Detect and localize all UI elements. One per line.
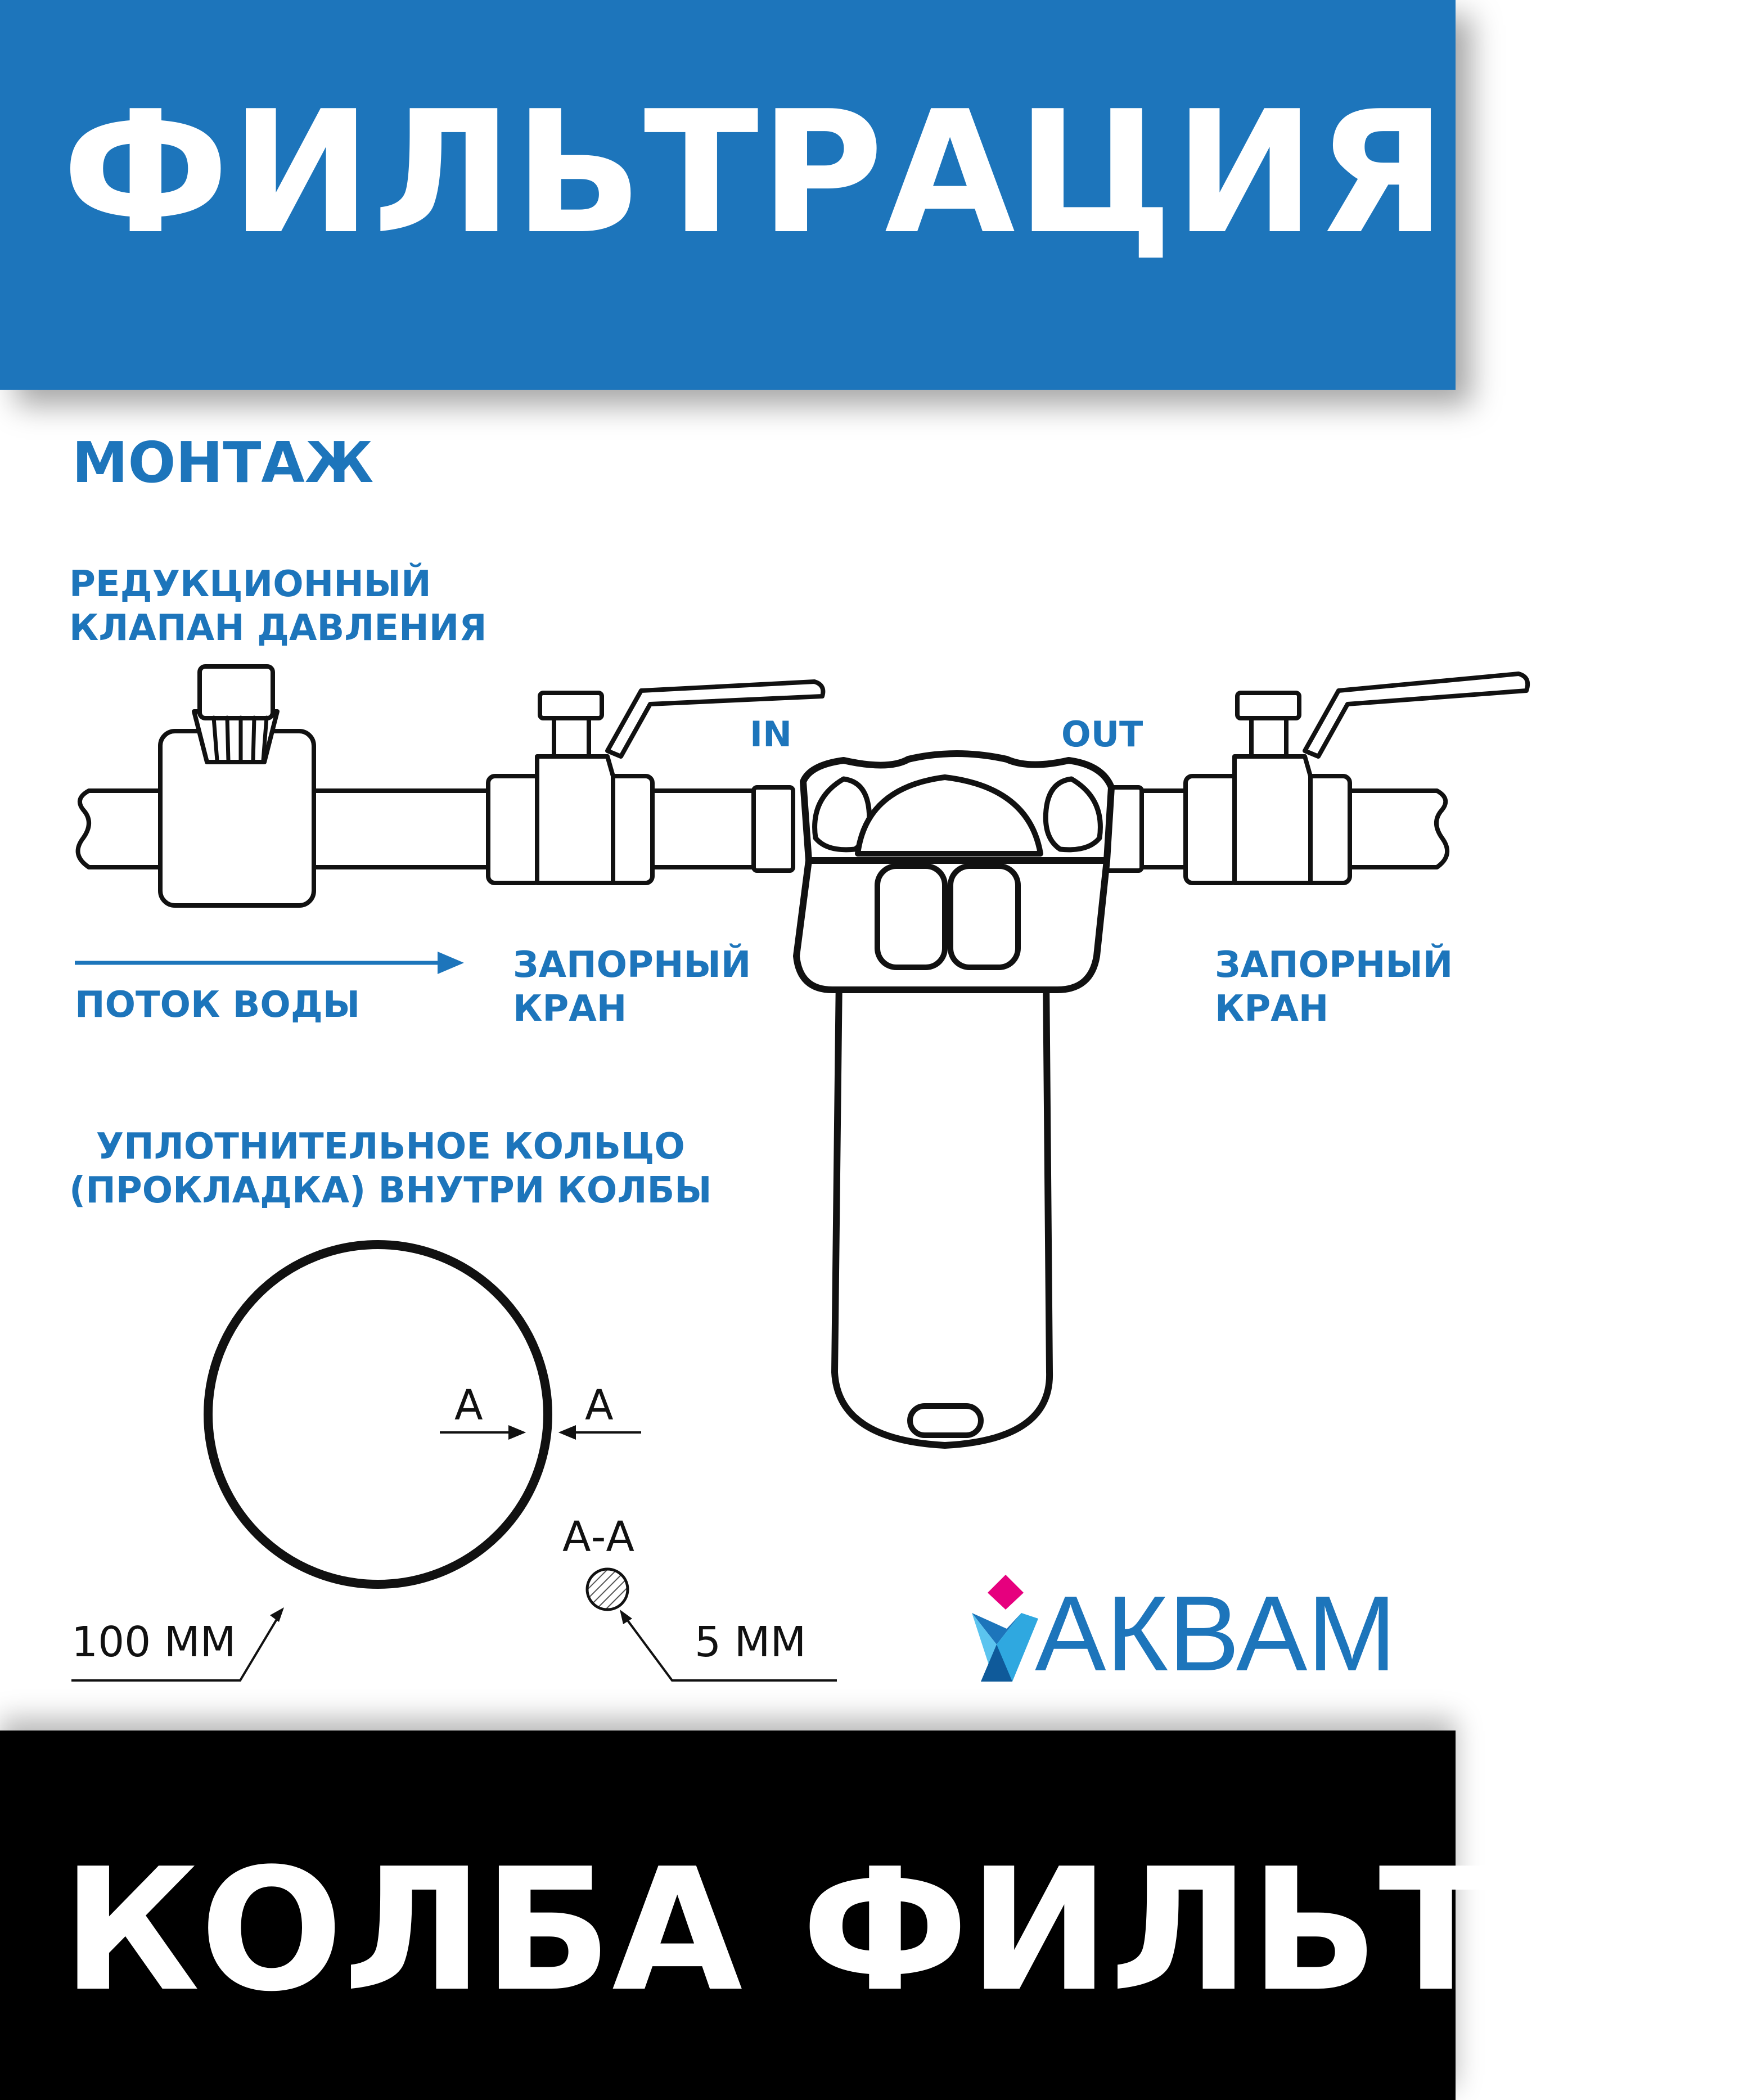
akvam-logo-icon: [972, 1575, 1038, 1682]
filter-housing: [754, 754, 1142, 1445]
brand-name: АКВАМ: [1035, 1574, 1396, 1693]
section-marker-right: А: [585, 1381, 614, 1430]
sealing-ring-label-line2: (ПРОКЛАДКА) ВНУТРИ КОЛБЫ: [69, 1170, 712, 1212]
section-label: А-А: [562, 1513, 634, 1561]
footer-banner: [0, 1731, 1748, 2100]
shutoff-valve-right-line1: ЗАПОРНЫЙ: [1215, 944, 1453, 986]
shutoff-valve-right-line2: КРАН: [1215, 988, 1329, 1030]
out-label: OUT: [1061, 714, 1143, 755]
thickness-label: 5 ММ: [695, 1618, 807, 1666]
water-flow-label: ПОТОК ВОДЫ: [75, 984, 361, 1026]
pressure-valve: [160, 666, 314, 905]
in-label: IN: [750, 714, 792, 755]
header-title: ФИЛЬТРАЦИЯ: [62, 75, 1448, 271]
section-marker-left: А: [454, 1381, 483, 1430]
footer-title: КОЛБА ФИЛЬТРА: [62, 1832, 1748, 2029]
pressure-valve-label-line1: РЕДУКЦИОННЫЙ: [69, 564, 431, 605]
diameter-label: 100 ММ: [71, 1618, 236, 1666]
shutoff-valve-left-line2: КРАН: [513, 988, 627, 1030]
sealing-ring-label-line1: УПЛОТНИТЕЛЬНОЕ КОЛЬЦО: [96, 1126, 685, 1168]
cross-section-circle: [587, 1569, 628, 1610]
sealing-ring: [208, 1245, 548, 1584]
section-title: МОНТАЖ: [72, 430, 374, 495]
shutoff-valve-left-line1: ЗАПОРНЫЙ: [513, 944, 751, 986]
water-flow-arrow: [75, 952, 464, 974]
pressure-valve-label-line2: КЛАПАН ДАВЛЕНИЯ: [69, 607, 487, 650]
